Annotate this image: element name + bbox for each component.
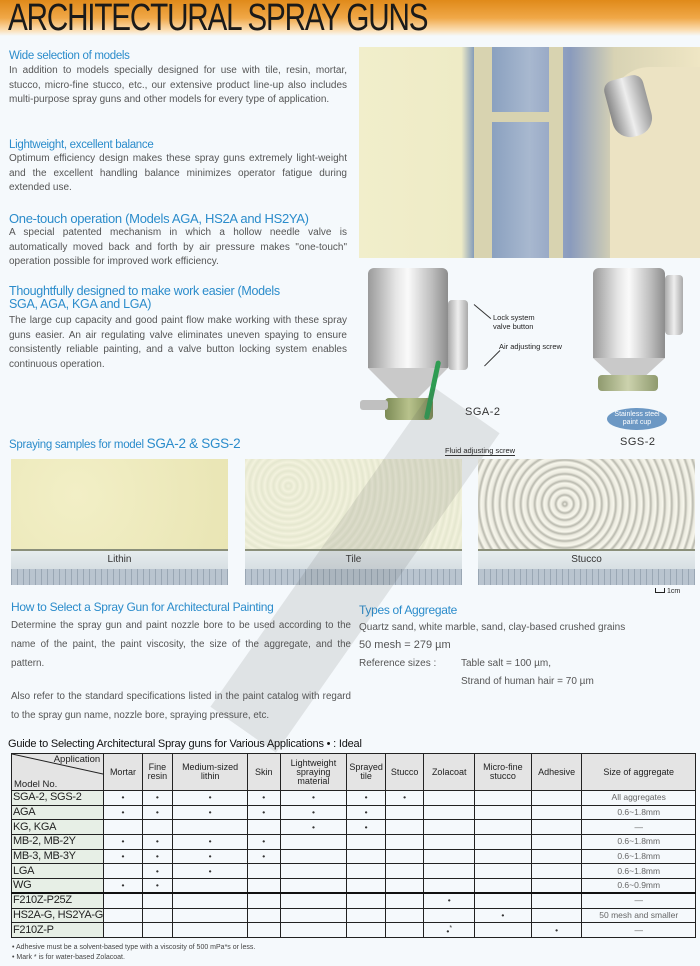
table-row bbox=[12, 923, 696, 938]
scaffold-bar bbox=[492, 112, 552, 122]
ideal-mark: • bbox=[311, 821, 315, 832]
callout-line bbox=[474, 304, 491, 319]
mark-cell bbox=[424, 820, 475, 835]
size-cell: 0.6~1.8mm bbox=[582, 835, 696, 850]
mark-cell bbox=[531, 849, 582, 864]
model-cell: MB-3, MB-3Y bbox=[12, 849, 104, 864]
footnote-2-text: Mark * is for water-based Zolacoat. bbox=[16, 954, 125, 961]
mark-cell bbox=[424, 805, 475, 820]
guide-legend: • : Ideal bbox=[323, 738, 362, 750]
ideal-mark: • bbox=[155, 836, 159, 847]
mark-cell bbox=[104, 791, 143, 806]
samples-title-models: SGA-2 & SGS-2 bbox=[146, 436, 241, 451]
ideal-mark: • bbox=[155, 807, 159, 818]
ideal-mark: • bbox=[364, 792, 368, 803]
callout-lock-valve: Lock system valve button bbox=[493, 313, 535, 331]
scale-label: 1cm bbox=[666, 588, 681, 595]
size-cell: — bbox=[582, 893, 696, 908]
aggregate-line-2: 50 mesh = 279 µm bbox=[359, 639, 451, 651]
mark-cell bbox=[173, 849, 248, 864]
ideal-mark: • bbox=[155, 851, 159, 862]
table-row bbox=[12, 893, 696, 908]
mark-cell bbox=[531, 908, 582, 923]
ideal-mark: • bbox=[121, 880, 125, 891]
aggregate-ref-2: Strand of human hair = 70 µm bbox=[461, 676, 594, 687]
callout-air-screw: Air adjusting screw bbox=[499, 342, 562, 351]
mark-cell bbox=[142, 791, 172, 806]
guide-header-row bbox=[12, 754, 696, 791]
mark-cell bbox=[385, 805, 424, 820]
mark-cell bbox=[280, 864, 347, 879]
mark-cell bbox=[280, 849, 347, 864]
table-row bbox=[12, 849, 696, 864]
mark-cell bbox=[280, 908, 347, 923]
footnote-2: • Mark * is for water-based Zolacoat. bbox=[12, 954, 125, 961]
guide-title-text: Guide to Selecting Architectural Spray guns for Various Applications bbox=[8, 738, 324, 750]
mark-cell bbox=[475, 805, 532, 820]
size-cell: 0.6~0.9mm bbox=[582, 879, 696, 894]
gun-cup bbox=[368, 268, 448, 368]
mark-cell bbox=[173, 923, 248, 938]
ideal-mark: • bbox=[311, 792, 315, 803]
spray-worker-photo bbox=[359, 47, 700, 258]
aggregate-line-1: Quartz sand, white marble, sand, clay-based crushed grains bbox=[359, 622, 626, 633]
corner-header bbox=[12, 754, 104, 791]
section-title-wide: Wide selection of models bbox=[9, 50, 130, 62]
mark-cell bbox=[424, 879, 475, 894]
col-header: Stucco bbox=[385, 754, 424, 791]
section-body-lightweight: Optimum efficiency design makes these spray guns extremely light-weight and the excellent handling balance minimizes operator fatigue during extended use. bbox=[9, 153, 347, 193]
mark-cell bbox=[385, 864, 424, 879]
ideal-mark: • bbox=[364, 821, 368, 832]
ideal-mark: • bbox=[155, 792, 159, 803]
mark-cell bbox=[475, 791, 532, 806]
mark-cell bbox=[173, 908, 248, 923]
stainless-cup-badge: Stainless steel paint cup bbox=[607, 408, 667, 430]
mark-cell bbox=[475, 864, 532, 879]
ideal-mark: • bbox=[121, 836, 125, 847]
mark-cell bbox=[475, 923, 532, 938]
gun-cup bbox=[593, 268, 665, 358]
mark-cell bbox=[142, 923, 172, 938]
mark-cell bbox=[347, 864, 386, 879]
mark-cell bbox=[280, 805, 347, 820]
ideal-mark: • bbox=[208, 865, 212, 876]
mark-cell bbox=[248, 805, 280, 820]
col-header: Medium-sized lithin bbox=[173, 754, 248, 791]
guide-title bbox=[8, 738, 362, 750]
gun-nozzle bbox=[360, 400, 388, 410]
footnote-1-text: Adhesive must be a solvent-based type with a viscosity of 500 mPa*s or less. bbox=[16, 944, 256, 951]
samples-title bbox=[9, 437, 240, 452]
mark-cell bbox=[424, 849, 475, 864]
page-title: ARCHITECTURAL SPRAY GUNS bbox=[8, 0, 428, 39]
aggregate-ref-1: Table salt = 100 µm, bbox=[461, 658, 551, 669]
ideal-mark: • bbox=[121, 792, 125, 803]
howto-body-2: Also refer to the standard specifications listed in the paint catalog with regard to the spray gun name, nozzle bore, spraying pressure, etc. bbox=[11, 691, 351, 721]
mark-cell bbox=[248, 791, 280, 806]
model-cell: MB-2, MB-2Y bbox=[12, 835, 104, 850]
mark-cell bbox=[424, 864, 475, 879]
mark-cell bbox=[280, 879, 347, 894]
sample-tile bbox=[245, 459, 462, 585]
size-cell: 50 mesh and smaller bbox=[582, 908, 696, 923]
mark-cell bbox=[280, 893, 347, 908]
mark-cell bbox=[475, 849, 532, 864]
mark-cell bbox=[475, 879, 532, 894]
gun-handle bbox=[665, 275, 683, 335]
sample-texture bbox=[478, 459, 695, 549]
mark-cell bbox=[104, 820, 143, 835]
mark-cell bbox=[248, 849, 280, 864]
asterisk-mark: * bbox=[449, 924, 453, 933]
gun-nozzle-body bbox=[598, 375, 658, 391]
mark-cell bbox=[385, 849, 424, 864]
mark-cell bbox=[424, 908, 475, 923]
ideal-mark: • bbox=[555, 924, 559, 935]
mark-cell bbox=[173, 879, 248, 894]
mark-cell bbox=[347, 805, 386, 820]
callout-line bbox=[484, 350, 500, 366]
size-cell: 0.6~1.8mm bbox=[582, 849, 696, 864]
ideal-mark: • bbox=[121, 807, 125, 818]
mark-cell bbox=[248, 893, 280, 908]
corner-application: Application bbox=[53, 754, 101, 765]
mark-cell bbox=[531, 893, 582, 908]
mark-cell bbox=[280, 820, 347, 835]
mark-cell bbox=[475, 893, 532, 908]
aggregate-title: Types of Aggregate bbox=[359, 603, 458, 617]
size-cell: 0.6~1.8mm bbox=[582, 864, 696, 879]
model-label-sga-2: SGA-2 bbox=[465, 406, 501, 418]
ideal-mark: • bbox=[364, 807, 368, 818]
mark-cell bbox=[347, 849, 386, 864]
section-body-onetouch: A special patented mechanism in which a hollow needle valve is automatically moved back and forth by air pressure makes "one-touch" operation possible for improved work efficiency. bbox=[9, 227, 347, 267]
ideal-mark: • bbox=[447, 895, 451, 906]
mark-cell bbox=[385, 923, 424, 938]
size-cell: 0.6~1.8mm bbox=[582, 805, 696, 820]
guide-table bbox=[11, 753, 696, 938]
mark-cell bbox=[142, 864, 172, 879]
mark-cell bbox=[424, 893, 475, 908]
ideal-mark: • bbox=[446, 926, 450, 937]
mark-cell bbox=[531, 879, 582, 894]
mark-cell bbox=[531, 864, 582, 879]
ideal-mark: • bbox=[262, 792, 266, 803]
scaffold-pole bbox=[549, 47, 563, 258]
mark-cell bbox=[347, 835, 386, 850]
ideal-mark: • bbox=[155, 880, 159, 891]
section-title-onetouch: One-touch operation (Models AGA, HS2A and HS2YA) bbox=[9, 211, 309, 226]
mark-cell bbox=[142, 879, 172, 894]
mark-cell bbox=[104, 879, 143, 894]
model-cell: LGA bbox=[12, 864, 104, 879]
ideal-mark: • bbox=[121, 851, 125, 862]
mark-cell bbox=[385, 893, 424, 908]
mark-cell bbox=[385, 908, 424, 923]
ideal-mark: • bbox=[208, 807, 212, 818]
mark-cell bbox=[531, 820, 582, 835]
mark-cell bbox=[385, 835, 424, 850]
howto-body-1: Determine the spray gun and paint nozzle bore to be used according to the name of the paint, the paint viscosity, the size of the aggregate, and the pattern. bbox=[11, 620, 351, 669]
model-cell: KG, KGA bbox=[12, 820, 104, 835]
sample-label-stucco: Stucco bbox=[478, 549, 695, 569]
mark-cell bbox=[142, 820, 172, 835]
mark-cell bbox=[173, 820, 248, 835]
table-row bbox=[12, 879, 696, 894]
mark-cell bbox=[173, 864, 248, 879]
table-row bbox=[12, 835, 696, 850]
col-header: Zolacoat bbox=[424, 754, 475, 791]
ideal-mark: • bbox=[262, 851, 266, 862]
mark-cell bbox=[424, 835, 475, 850]
mark-cell bbox=[173, 805, 248, 820]
ideal-mark: • bbox=[208, 851, 212, 862]
mark-cell bbox=[424, 791, 475, 806]
mark-cell bbox=[347, 791, 386, 806]
ideal-mark: • bbox=[403, 792, 407, 803]
col-header: Lightweight spraying material bbox=[280, 754, 347, 791]
corner-model-no: Model No. bbox=[14, 779, 58, 790]
scaffold-pole bbox=[474, 47, 492, 258]
mark-cell bbox=[142, 835, 172, 850]
model-cell: WG bbox=[12, 879, 104, 894]
table-row bbox=[12, 791, 696, 806]
mark-cell bbox=[142, 849, 172, 864]
mark-cell bbox=[531, 923, 582, 938]
mark-cell bbox=[347, 879, 386, 894]
gun-handle bbox=[448, 300, 468, 370]
mark-cell bbox=[104, 849, 143, 864]
mark-cell bbox=[104, 923, 143, 938]
howto-title: How to Select a Spray Gun for Architectural Painting bbox=[11, 600, 274, 614]
mark-cell bbox=[475, 820, 532, 835]
mark-cell bbox=[424, 923, 475, 938]
mark-cell bbox=[531, 805, 582, 820]
model-cell: F210Z-P bbox=[12, 923, 104, 938]
mark-cell bbox=[104, 893, 143, 908]
mark-cell bbox=[173, 893, 248, 908]
mark-cell bbox=[173, 835, 248, 850]
mark-cell bbox=[248, 820, 280, 835]
mark-cell bbox=[104, 835, 143, 850]
sample-stucco bbox=[478, 459, 695, 585]
sample-lithin bbox=[11, 459, 228, 585]
size-cell: — bbox=[582, 923, 696, 938]
aggregate-ref-label: Reference sizes : bbox=[359, 658, 437, 669]
scale-marker bbox=[655, 588, 680, 595]
mark-cell bbox=[475, 908, 532, 923]
samples-title-prefix: Spraying samples for model bbox=[9, 439, 147, 451]
ruler bbox=[245, 569, 462, 585]
col-header: Micro-fine stucco bbox=[475, 754, 532, 791]
mark-cell bbox=[248, 923, 280, 938]
sample-label-tile: Tile bbox=[245, 549, 462, 569]
col-header: Fine resin bbox=[142, 754, 172, 791]
mark-cell bbox=[347, 893, 386, 908]
mark-cell bbox=[347, 820, 386, 835]
section-title-lightweight: Lightweight, excellent balance bbox=[9, 139, 154, 151]
mark-cell bbox=[248, 879, 280, 894]
mark-cell bbox=[347, 923, 386, 938]
ideal-mark: • bbox=[262, 836, 266, 847]
table-row bbox=[12, 820, 696, 835]
scale-bar-icon bbox=[655, 588, 665, 593]
mark-cell bbox=[385, 879, 424, 894]
table-row bbox=[12, 908, 696, 923]
mark-cell bbox=[280, 923, 347, 938]
mark-cell bbox=[173, 791, 248, 806]
model-cell: HS2A-G, HS2YA-G bbox=[13, 908, 104, 921]
sample-label-lithin: Lithin bbox=[11, 549, 228, 569]
mark-cell bbox=[142, 805, 172, 820]
section-title-thoughtful: Thoughtfully designed to make work easier (Models SGA, AGA, KGA and LGA) bbox=[9, 284, 280, 311]
model-cell: F210Z-P25Z bbox=[12, 893, 104, 908]
mark-cell bbox=[385, 820, 424, 835]
table-row bbox=[12, 805, 696, 820]
mark-cell bbox=[347, 908, 386, 923]
ruler bbox=[11, 569, 228, 585]
col-header: Skin bbox=[248, 754, 280, 791]
ideal-mark: • bbox=[501, 909, 505, 920]
ideal-mark: • bbox=[155, 865, 159, 876]
model-label-sgs-2: SGS-2 bbox=[620, 436, 656, 448]
mark-cell bbox=[104, 864, 143, 879]
mark-cell bbox=[248, 835, 280, 850]
mark-cell bbox=[248, 864, 280, 879]
ruler bbox=[478, 569, 695, 585]
table-row bbox=[12, 864, 696, 879]
col-header: Size of aggregate bbox=[582, 754, 696, 791]
model-cell: AGA bbox=[12, 805, 104, 820]
mark-cell bbox=[104, 805, 143, 820]
ideal-mark: • bbox=[311, 807, 315, 818]
mark-cell bbox=[280, 835, 347, 850]
mark-cell bbox=[104, 908, 143, 923]
col-header: Mortar bbox=[104, 754, 143, 791]
col-header: Sprayed tile bbox=[347, 754, 386, 791]
ideal-mark: • bbox=[208, 792, 212, 803]
callout-fluid-screw: Fluid adjusting screw bbox=[445, 446, 516, 455]
mark-cell bbox=[531, 791, 582, 806]
size-cell: All aggregates bbox=[582, 791, 696, 806]
section-body-thoughtful: The large cup capacity and good paint flow make working with these spray guns easier. An air regulating valve eliminates uneven spaying to ensure consistently reliable painting, and a valve button locking system enables continuous operation. bbox=[9, 315, 347, 370]
sample-texture bbox=[11, 459, 228, 549]
mark-cell bbox=[385, 791, 424, 806]
size-cell: — bbox=[582, 820, 696, 835]
mark-cell bbox=[142, 908, 172, 923]
ideal-mark: • bbox=[262, 807, 266, 818]
model-cell: SGA-2, SGS-2 bbox=[12, 791, 104, 806]
page-header bbox=[0, 0, 700, 39]
guide-table-body bbox=[12, 791, 696, 938]
mark-cell bbox=[248, 908, 280, 923]
section-body-wide: In addition to models specially designed for use with tile, resin, mortar, stucco, micro-fine stucco, etc., our extensive product line-up also includes multi-purpose spray guns and other models for every type of application. bbox=[9, 65, 347, 105]
sample-texture bbox=[245, 459, 462, 549]
col-header: Adhesive bbox=[531, 754, 582, 791]
ideal-mark: • bbox=[208, 836, 212, 847]
footnote-1: • Adhesive must be a solvent-based type with a viscosity of 500 mPa*s or less. bbox=[12, 944, 256, 951]
mark-cell bbox=[531, 835, 582, 850]
mark-cell bbox=[475, 835, 532, 850]
mark-cell bbox=[142, 893, 172, 908]
mark-cell bbox=[280, 791, 347, 806]
